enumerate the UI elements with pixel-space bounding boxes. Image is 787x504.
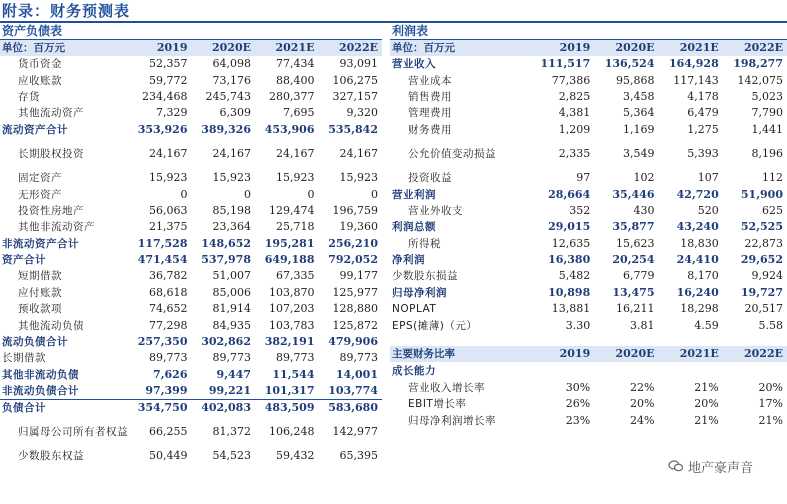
cell-value: 195,281: [264, 236, 315, 250]
cell-value: 99,177: [339, 269, 378, 283]
row-label: 归母净利润: [392, 286, 447, 299]
cell-value: 354,750: [137, 400, 188, 414]
table-row: [390, 138, 787, 170]
cell-value: 99,221: [192, 383, 256, 399]
table-row: [0, 122, 382, 138]
cell-value: 280,377: [269, 89, 315, 103]
row-label: 应收账款: [18, 74, 62, 87]
cell-value: 1,441: [751, 122, 783, 136]
cell-value: 129,474: [269, 203, 315, 217]
cell-value: 77,298: [149, 318, 188, 332]
table-row: [0, 285, 382, 301]
cell-value: 520: [697, 203, 719, 217]
chat-bubble-icon: [668, 458, 684, 474]
cell-value: 18,830: [680, 236, 719, 250]
cell-value: 10,898: [548, 285, 591, 299]
table-row: [390, 285, 787, 301]
table-row: [0, 399, 382, 415]
cell-value: 26%: [565, 397, 591, 411]
balance-header-row: [0, 40, 382, 56]
row-label: 货币资金: [18, 58, 62, 71]
row-label: 其他流动负债: [18, 319, 84, 332]
table-row: [390, 317, 787, 333]
cell-value: 35,446: [612, 187, 655, 201]
cell-value: 20,517: [744, 302, 783, 316]
year-header: 2021E: [659, 346, 723, 362]
cell-value: 8,196: [751, 146, 783, 160]
cell-value: 1,169: [623, 122, 655, 136]
cell-value: 5,482: [558, 269, 591, 283]
row-label: 流动负债合计: [2, 336, 68, 349]
cell-value: 6,779: [623, 269, 655, 283]
cell-value: 66,255: [149, 424, 188, 438]
cell-value: 111,517: [540, 57, 591, 71]
row-label: EPS(摊薄)（元）: [392, 319, 478, 332]
cell-value: 25,718: [276, 220, 315, 234]
table-row: [390, 268, 787, 284]
cell-value: 3.30: [565, 318, 591, 332]
cell-value: 88,400: [276, 73, 315, 87]
cell-value: 81,372: [212, 424, 251, 438]
cell-value: 0: [371, 187, 378, 201]
ratios-header-row: [390, 346, 787, 362]
cell-value: 22%: [630, 381, 655, 395]
cell-value: 3.81: [630, 318, 655, 332]
unit-label: 单位：百万元: [0, 40, 128, 56]
cell-value: 35,877: [612, 220, 655, 234]
cell-value: 24,167: [212, 146, 251, 160]
cell-value: 29,015: [548, 220, 591, 234]
cell-value: 103,870: [269, 285, 315, 299]
table-row: [390, 186, 787, 202]
table-row: [0, 268, 382, 284]
cell-value: 97,399: [128, 383, 192, 399]
balance-sheet-title: 资产负债表: [0, 24, 382, 40]
cell-value: 24%: [630, 413, 655, 427]
row-label: 少数股东损益: [392, 270, 458, 283]
cell-value: 483,509: [264, 400, 315, 414]
cell-value: 14,001: [335, 367, 378, 381]
table-row: [0, 383, 382, 399]
year-header: 2019: [530, 40, 594, 56]
table-row: [390, 170, 787, 186]
cell-value: 21%: [694, 381, 719, 395]
cell-value: 107,203: [269, 302, 315, 316]
cell-value: 13,475: [612, 285, 655, 299]
cell-value: 95,868: [616, 73, 655, 87]
row-label: 投资收益: [408, 172, 452, 185]
cell-value: 19,360: [339, 220, 378, 234]
year-header: 2021E: [255, 40, 319, 56]
income-statement-body: [390, 56, 787, 334]
table-row: [0, 317, 382, 333]
cell-value: 64,098: [212, 57, 251, 71]
cell-value: 353,926: [137, 122, 188, 136]
row-label: 应付账款: [18, 286, 62, 299]
row-label: 公允价值变动损益: [408, 147, 496, 160]
cell-value: 102: [633, 171, 655, 185]
cell-value: 24,167: [149, 146, 188, 160]
cell-value: 117,528: [137, 236, 188, 250]
title-rule: [0, 21, 787, 23]
cell-value: 198,277: [733, 57, 783, 71]
cell-value: 15,923: [276, 171, 315, 185]
table-row: [390, 56, 787, 72]
table-row: [0, 334, 382, 350]
balance-sheet-body: [0, 56, 382, 464]
cell-value: 89,773: [149, 351, 188, 365]
row-label: 所得税: [408, 237, 441, 250]
row-label: 营业利润: [392, 188, 436, 201]
watermark-text: 地产豪声音: [687, 460, 753, 476]
table-row: [390, 396, 787, 412]
row-label: 营业收入: [392, 58, 436, 71]
row-label: 预收款项: [18, 303, 62, 316]
cell-value: 0: [180, 187, 188, 201]
cell-value: 117,143: [673, 73, 719, 87]
cell-value: 196,759: [332, 203, 378, 217]
cell-value: 352: [569, 203, 591, 217]
cell-value: 453,906: [264, 122, 315, 136]
unit-label: 单位：百万元: [390, 40, 530, 56]
cell-value: 24,167: [339, 146, 378, 160]
cell-value: 106,248: [269, 424, 315, 438]
cell-value: 0: [307, 187, 315, 201]
cell-value: 7,790: [751, 106, 783, 120]
income-statement-title: 利润表: [390, 24, 787, 40]
table-row: [390, 203, 787, 219]
cell-value: 535,842: [328, 122, 378, 136]
cell-value: 89,773: [276, 351, 315, 365]
cell-value: 327,157: [332, 89, 378, 103]
year-header: 2020E: [594, 346, 658, 362]
row-label: 其他流动资产: [18, 107, 84, 120]
cell-value: 8,170: [687, 269, 719, 283]
cell-value: 142,977: [332, 424, 378, 438]
table-row: [0, 367, 382, 383]
row-label: EBIT增长率: [408, 398, 467, 411]
cell-value: 22,873: [744, 236, 783, 250]
cell-value: 382,191: [264, 335, 315, 349]
row-label: 其他非流动负债: [2, 368, 79, 381]
table-row: [390, 72, 787, 88]
cell-value: 16,380: [548, 253, 591, 267]
cell-value: 65,395: [339, 449, 378, 462]
cell-value: 30%: [565, 381, 591, 395]
cell-value: 164,928: [668, 57, 719, 71]
row-label: 营业收入增长率: [408, 382, 485, 395]
ratios-body: [390, 380, 787, 429]
cell-value: 302,862: [201, 335, 251, 349]
cell-value: 136,524: [604, 57, 655, 71]
table-row: [0, 350, 382, 366]
table-row: [0, 252, 382, 268]
cell-value: 4,381: [558, 106, 591, 120]
cell-value: 649,188: [264, 253, 315, 267]
row-label: 管理费用: [408, 107, 452, 120]
row-label: 归属母公司所有者权益: [18, 425, 128, 438]
row-label: 负债合计: [2, 401, 46, 414]
table-row: [0, 56, 382, 72]
cell-value: 12,635: [551, 236, 591, 250]
cell-value: 16,211: [616, 302, 655, 316]
income-statement-table: [390, 40, 787, 334]
table-row: [0, 186, 382, 202]
cell-value: 20%: [694, 397, 719, 411]
cell-value: 11,544: [272, 367, 315, 381]
year-header: 2022E: [723, 346, 787, 362]
cell-value: 43,240: [676, 220, 719, 234]
table-row: [390, 252, 787, 268]
cell-value: 5,023: [751, 89, 783, 103]
cell-value: 52,525: [740, 220, 783, 234]
cell-value: 0: [244, 187, 251, 201]
year-header: 2020E: [594, 40, 658, 56]
cell-value: 74,652: [149, 302, 188, 316]
table-row: [390, 413, 787, 429]
cell-value: 19,727: [740, 285, 783, 299]
table-row: [0, 170, 382, 186]
cell-value: 792,052: [328, 253, 378, 267]
table-row: [0, 301, 382, 317]
ratios-title: 主要财务比率: [390, 346, 530, 362]
cell-value: 21%: [694, 413, 719, 427]
cell-value: 9,320: [346, 106, 378, 120]
table-row: [0, 236, 382, 252]
table-row: [0, 89, 382, 105]
table-row: [390, 105, 787, 121]
row-label: 长期借款: [2, 352, 46, 365]
cell-value: 103,774: [319, 383, 383, 399]
cell-value: 245,743: [205, 89, 251, 103]
table-row: [0, 72, 382, 88]
cell-value: 20,254: [612, 253, 655, 267]
table-row: [390, 89, 787, 105]
cell-value: 24,167: [276, 146, 315, 160]
cell-value: 5,364: [623, 106, 655, 120]
cell-value: 15,923: [212, 171, 251, 185]
cell-value: 15,623: [616, 236, 655, 250]
cell-value: 51,900: [740, 187, 783, 201]
year-header: 2020E: [192, 40, 256, 56]
cell-value: 18,298: [680, 302, 719, 316]
cell-value: 7,626: [153, 367, 188, 381]
cell-value: 89,773: [339, 351, 378, 365]
cell-value: 67,335: [276, 269, 315, 283]
cell-value: 112: [762, 171, 783, 185]
cell-value: 479,906: [328, 335, 378, 349]
cell-value: 17%: [758, 397, 783, 411]
cell-value: 16,240: [676, 285, 719, 299]
cell-value: 56,063: [149, 203, 188, 217]
cell-value: 1,275: [687, 122, 719, 136]
year-header: 2019: [128, 40, 192, 56]
row-label: 财务费用: [408, 123, 452, 136]
cell-value: 6,479: [687, 106, 719, 120]
table-row: [390, 219, 787, 235]
cell-value: 84,935: [212, 318, 251, 332]
cell-value: 5.58: [758, 318, 783, 332]
cell-value: 4,178: [687, 89, 719, 103]
row-label: 归母净利润增长率: [408, 414, 496, 427]
growth-subtitle: 成长能力: [392, 364, 436, 377]
cell-value: 107: [697, 171, 719, 185]
cell-value: 430: [633, 203, 655, 217]
row-label: 销售费用: [408, 90, 452, 103]
cell-value: 20%: [630, 397, 655, 411]
cell-value: 125,977: [332, 285, 378, 299]
cell-value: 93,091: [339, 57, 378, 71]
cell-value: 3,458: [623, 89, 655, 103]
cell-value: 537,978: [201, 253, 251, 267]
cell-value: 7,695: [283, 106, 315, 120]
cell-value: 583,680: [328, 400, 378, 414]
row-label: 净利润: [392, 254, 425, 267]
cell-value: 23,364: [212, 220, 251, 234]
cell-value: 3,549: [623, 146, 655, 160]
table-row: [0, 105, 382, 121]
table-row: [390, 122, 787, 138]
cell-value: 234,468: [142, 89, 188, 103]
cell-value: 73,176: [212, 73, 251, 87]
cell-value: 21%: [758, 413, 783, 427]
cell-value: 51,007: [212, 269, 251, 283]
balance-sheet-table: [0, 40, 382, 464]
cell-value: 29,652: [740, 253, 783, 267]
row-label: 营业外收支: [408, 204, 463, 217]
cell-value: 257,350: [137, 335, 188, 349]
cell-value: 13,881: [551, 302, 591, 316]
table-row: [390, 236, 787, 252]
cell-value: 9,924: [751, 269, 783, 283]
cell-value: 4.59: [694, 318, 719, 332]
cell-value: 402,083: [201, 400, 251, 414]
cell-value: 20%: [758, 381, 783, 395]
row-label: 流动资产合计: [2, 123, 68, 136]
cell-value: 54,523: [212, 449, 251, 462]
cell-value: 28,664: [548, 187, 591, 201]
row-label: 长期股权投资: [18, 147, 84, 160]
cell-value: 85,198: [212, 203, 251, 217]
row-label: 存货: [18, 90, 40, 103]
year-header: 2022E: [319, 40, 383, 56]
year-header: 2019: [530, 346, 594, 362]
balance-sheet-panel: [0, 24, 382, 464]
row-label: 非流动资产合计: [2, 237, 79, 250]
row-label: 非流动负债合计: [0, 383, 128, 399]
cell-value: 106,275: [332, 73, 378, 87]
row-label: 投资性房地产: [18, 204, 84, 217]
cell-value: 471,454: [137, 253, 188, 267]
cell-value: 103,783: [269, 318, 315, 332]
row-label: 无形资产: [18, 188, 62, 201]
cell-value: 2,825: [558, 89, 591, 103]
cell-value: 42,720: [676, 187, 719, 201]
table-row: [0, 219, 382, 235]
cell-value: 21,375: [149, 220, 188, 234]
cell-value: 97: [576, 171, 591, 185]
cell-value: 24,410: [676, 253, 719, 267]
cell-value: 2,335: [558, 146, 591, 160]
year-header: 2021E: [659, 40, 723, 56]
ratios-subsection: [390, 362, 787, 380]
cell-value: 50,449: [149, 449, 188, 462]
cell-value: 89,773: [212, 351, 251, 365]
table-row: [0, 203, 382, 219]
cell-value: 68,618: [149, 285, 188, 299]
table-row: [0, 416, 382, 448]
cell-value: 7,329: [156, 106, 188, 120]
cell-value: 142,075: [737, 73, 783, 87]
cell-value: 77,386: [551, 73, 591, 87]
watermark: [664, 456, 757, 476]
cell-value: 15,923: [149, 171, 188, 185]
year-header: 2022E: [723, 40, 787, 56]
cell-value: 128,880: [332, 302, 378, 316]
cell-value: 1,209: [558, 122, 591, 136]
cell-value: 36,782: [149, 269, 188, 283]
cell-value: 85,006: [212, 285, 251, 299]
table-row: [0, 138, 382, 170]
cell-value: 125,872: [332, 318, 378, 332]
cell-value: 9,447: [216, 367, 251, 381]
cell-value: 15,923: [339, 171, 378, 185]
cell-value: 256,210: [328, 236, 378, 250]
row-label: 资产合计: [2, 254, 46, 267]
cell-value: 101,317: [255, 383, 319, 399]
cell-value: 81,914: [212, 302, 251, 316]
row-label: NOPLAT: [392, 303, 437, 316]
page-title: 附录：财务预测表: [2, 2, 131, 20]
row-label: 利润总额: [392, 221, 436, 234]
row-label: 短期借款: [18, 270, 62, 283]
cell-value: 148,652: [201, 236, 251, 250]
cell-value: 59,432: [276, 449, 315, 462]
ratios-table: [390, 346, 787, 429]
income-statement-panel: [390, 24, 787, 429]
table-row: [0, 448, 382, 464]
cell-value: 389,326: [201, 122, 251, 136]
cell-value: 59,772: [149, 73, 188, 87]
row-label: 固定资产: [18, 172, 62, 185]
row-label: 其他非流动资产: [18, 221, 95, 234]
row-label: 营业成本: [408, 74, 452, 87]
cell-value: 625: [762, 203, 783, 217]
cell-value: 6,309: [219, 106, 251, 120]
table-row: [390, 380, 787, 396]
cell-value: 77,434: [276, 57, 315, 71]
row-label: 少数股东权益: [18, 450, 84, 462]
cell-value: 23%: [565, 413, 591, 427]
cell-value: 5,393: [687, 146, 719, 160]
cell-value: 52,357: [149, 57, 188, 71]
table-row: [390, 301, 787, 317]
income-header-row: [390, 40, 787, 56]
